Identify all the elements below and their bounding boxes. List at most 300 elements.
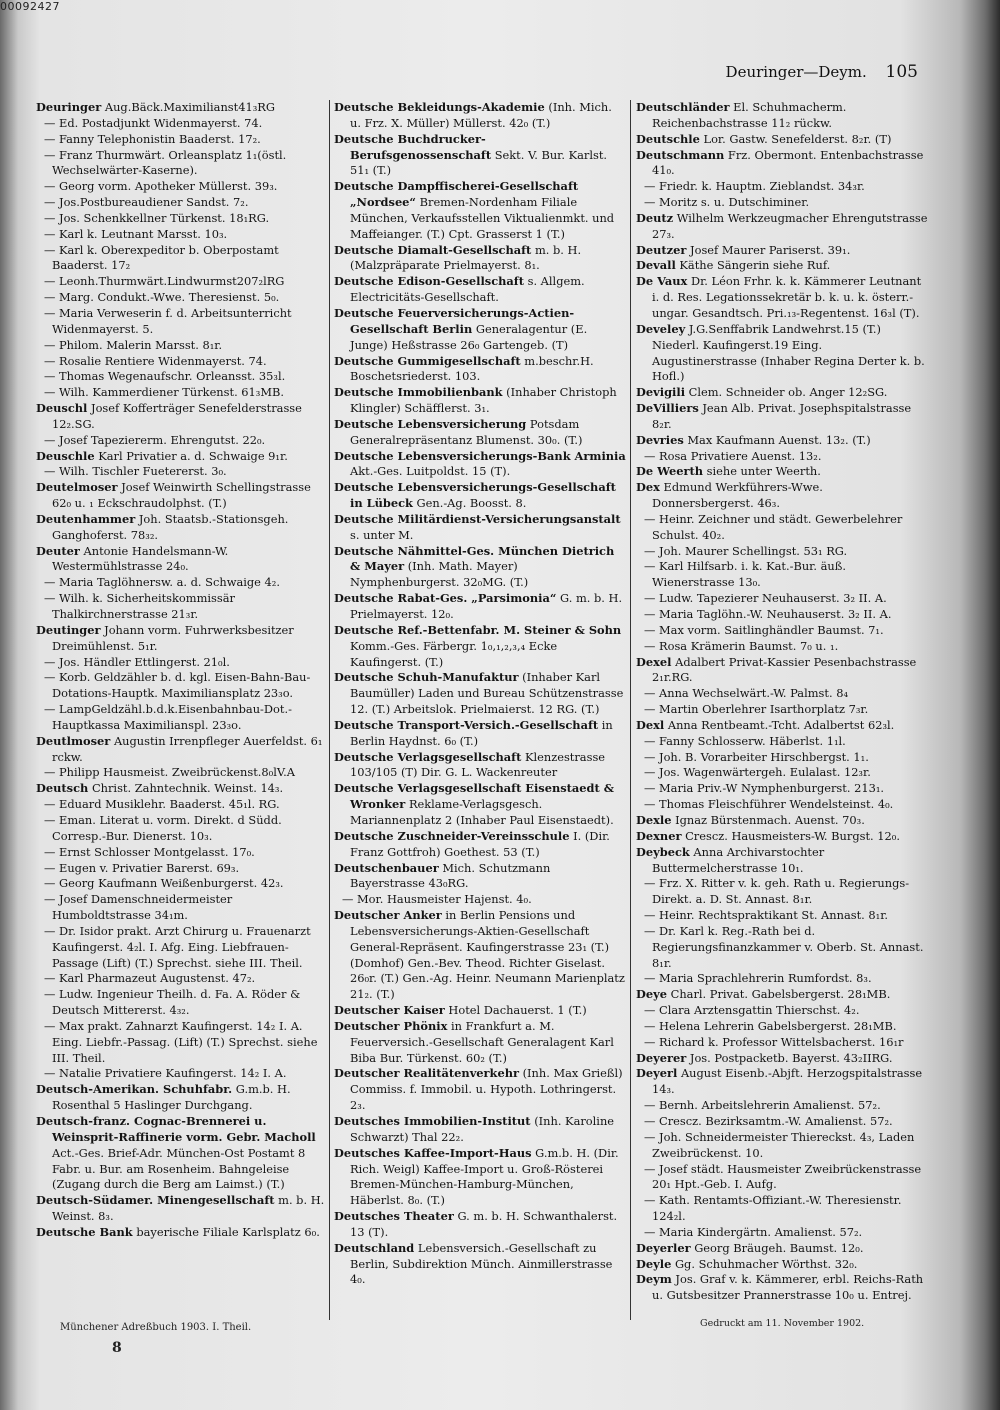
directory-entry: [36, 464, 326, 480]
entry-name: Deutinger: [36, 622, 101, 637]
entry-text: — Natalie Privatiere Kaufingerst. 14₂ I. A.: [44, 1066, 287, 1081]
entry-name: Deutsche Feuerversicherungs-Actien-Gesellschaft Berlin: [334, 305, 575, 336]
entry-name: Deutsche Bank: [36, 1224, 133, 1239]
entry-text: — Maria Taglöhn.-W. Neuhauserst. 3₂ II. A.: [644, 607, 892, 621]
directory-entry: [636, 1241, 928, 1257]
entry-text: Käthe Sängerin siehe Ruf.: [679, 258, 831, 273]
directory-entry: [334, 306, 626, 354]
entry-name: Deutsche Gummigesellschaft: [334, 353, 521, 368]
directory-entry: [636, 148, 928, 180]
entry-name: Devries: [636, 432, 684, 447]
directory-entry: [36, 1019, 326, 1067]
entry-text: (Inh. Mich. u. Frz. X. Müller) Müllerst. 42₀ (T.): [350, 100, 612, 130]
entry-name: Deutscher Kaiser: [334, 1003, 445, 1018]
entry-text: Josef Weinwirth Schellingstrasse 62₀ u. ₁ Eckschraudolphst. (T.): [52, 480, 311, 511]
directory-entry: [636, 591, 928, 607]
directory-entry: [36, 876, 326, 892]
entry-name: Deutschländer: [636, 100, 730, 114]
entry-text: (Inhaber Christoph Klingler) Schäfflerst. 3₁.: [350, 385, 617, 416]
directory-entry: [636, 464, 928, 480]
entry-name: Deyerl: [636, 1066, 678, 1081]
entry-text: I. (Dir. Franz Gottfroh) Goethest. 53 (T.): [350, 828, 610, 859]
directory-entry: [334, 417, 626, 449]
directory-entry: [334, 544, 626, 592]
entry-text: (Inh. Math. Mayer) Nymphenburgerst. 32₀MG. (T.): [350, 559, 529, 590]
footer-printed: Gedruckt am 11. November 1902.: [700, 1318, 865, 1329]
entry-text: Adalbert Privat-Kassier Pesenbachstrasse 2₁r.RG.: [652, 654, 917, 685]
entry-name: Deutsche Verlagsgesellschaft: [334, 749, 522, 764]
entry-text: Klenzestrasse 103/105 (T) Dir. G. L. Wackenreuter: [350, 749, 606, 780]
entry-text: Jean Alb. Privat. Josephspitalstrasse 8₂r.: [652, 401, 912, 431]
entry-name: Deutsche Ref.-Bettenfabr. M. Steiner & Sohn: [334, 622, 622, 637]
entry-text: in Berlin Haydnst. 6₀ (T.): [350, 717, 613, 748]
entry-name: Deybeck: [636, 844, 690, 859]
directory-entry: [36, 1066, 326, 1082]
directory-entry: [636, 750, 928, 766]
entry-name: Deuschle: [36, 448, 95, 463]
directory-entry: [636, 971, 928, 987]
entry-name: Deutsch: [36, 781, 89, 796]
entry-text: — Kath. Rentamts-Offiziant.-W. Theresienstr. 124₂l.: [644, 1193, 902, 1224]
entry-text: bayerische Filiale Karlsplatz 6₀.: [136, 1224, 320, 1239]
entry-text: in Frankfurt a. M. Feuerversich.-Gesellschaft Generalagent Karl Biba Bur. Türkenst. 60₂ (T.): [350, 1018, 614, 1065]
entry-text: — Jos. Schenkkellner Türkenst. 18₁RG.: [44, 210, 270, 225]
entry-text: — Karl Hilfsarb. i. k. Kat.-Bur. äuß. Wienerstrasse 13₀.: [644, 559, 846, 590]
entry-name: Deyle: [636, 1256, 672, 1271]
entry-text: Aug.Bäck.Maximilianst41₃RG: [104, 100, 275, 114]
directory-entry: [36, 116, 326, 132]
entry-text: — Max vorm. Saitlinghändler Baumst. 7₁.: [644, 622, 884, 637]
entry-text: Karl Privatier a. d. Schwaige 9₁r.: [98, 448, 288, 463]
directory-entry: [636, 544, 928, 560]
directory-entry: [36, 306, 326, 338]
directory-entry: [36, 623, 326, 655]
directory-entry: [334, 1146, 626, 1209]
directory-entry: [334, 750, 626, 782]
entry-text: — Fanny Schlosserw. Häberlst. 1₁l.: [644, 733, 846, 748]
entry-text: Georg Bräugeh. Baumst. 12₀.: [694, 1240, 864, 1255]
entry-name: Deutsche Schuh-Manufaktur: [334, 670, 519, 685]
directory-entry: [636, 829, 928, 845]
entry-text: — Rosa Krämerin Baumst. 7₀ u. ₁.: [644, 638, 839, 653]
directory-entry: [334, 781, 626, 829]
entry-text: — Helena Lehrerin Gabelsbergerst. 28₁MB.: [644, 1018, 897, 1033]
directory-entry: [636, 876, 928, 908]
entry-name: Dexl: [636, 717, 665, 732]
entry-name: Deutsche Edison-Gesellschaft: [334, 274, 524, 289]
entry-text: Joh. Staatsb.-Stationsgeh. Ganghoferst. 78₃₂.: [52, 511, 289, 542]
directory-entry: [334, 861, 626, 893]
entry-text: — Heinr. Rechtspraktikant St. Annast. 8₁r.: [644, 908, 889, 923]
entry-name: Deutsches Immobilien-Institut: [334, 1114, 531, 1128]
entry-name: Deutsche Bekleidungs-Akademie: [334, 100, 545, 114]
entry-name: Deutsche Lebensversicherungs-Bank Arminia: [334, 448, 626, 463]
entry-text: s. unter M.: [350, 527, 414, 542]
directory-entry: [36, 1082, 326, 1114]
entry-text: (Inh. Karoline Schwarzt) Thal 22₂.: [350, 1114, 615, 1144]
entry-text: Hotel Dachauerst. 1 (T.): [448, 1003, 587, 1018]
directory-entry: [36, 544, 326, 576]
directory-entry: [36, 765, 326, 781]
entry-text: — Friedr. k. Hauptm. Zieblandst. 34₃r.: [644, 179, 865, 194]
directory-entry: [36, 892, 326, 924]
directory-entry: [36, 924, 326, 972]
entry-text: Anna Archivarstochter Buttermelcherstrasse 10₁.: [652, 844, 825, 875]
header-range: Deuringer—Deym.: [725, 63, 867, 81]
entry-text: Jos. Postpacketb. Bayerst. 43₂IIRG.: [689, 1050, 893, 1065]
entry-name: De Vaux: [636, 274, 688, 289]
entry-name: Dexel: [636, 654, 672, 669]
directory-entry: [36, 813, 326, 845]
entry-text: — Rosa Privatiere Auenst. 13₂.: [644, 448, 822, 463]
directory-entry: [636, 1066, 928, 1098]
directory-entry: [36, 148, 326, 180]
entry-text: — Wilh. Tischler Fuetererst. 3₀.: [44, 464, 227, 479]
directory-entry: [36, 702, 326, 734]
entry-name: Deutsche Immobilienbank: [334, 385, 503, 400]
directory-entry: [334, 591, 626, 623]
directory-entry: [636, 924, 928, 972]
entry-text: Mich. Schutzmann Bayerstrasse 43₀RG.: [350, 860, 551, 891]
directory-entry: [36, 987, 326, 1019]
entry-text: — Ernst Schlosser Montgelasst. 17₀.: [44, 844, 255, 859]
directory-entry: [36, 861, 326, 877]
entry-name: Deutsch-franz. Cognac-Brennerei u. Weinsprit-Raffinerie vorm. Gebr. Macholl: [36, 1114, 316, 1144]
entry-name: Dex: [636, 480, 660, 495]
directory-entry: [636, 132, 928, 148]
entry-name: Deutschland: [334, 1240, 415, 1255]
entry-name: Deutsche Buchdrucker-Berufsgenossenschaft: [334, 131, 492, 162]
entry-name: Deutsche Verlagsgesellschaft Eisenstaedt & Wronker: [334, 781, 615, 812]
entry-text: Johann vorm. Fuhrwerksbesitzer Dreimühlenst. 5₁r.: [52, 622, 294, 653]
directory-entry: [36, 1225, 326, 1241]
entry-text: — Martin Oberlehrer Isarthorplatz 7₃r.: [644, 702, 869, 717]
directory-entry: [36, 274, 326, 290]
entry-text: Akt.-Ges. Luitpoldst. 15 (T).: [350, 464, 511, 479]
entry-name: Deutschle: [636, 131, 700, 146]
entry-text: — Karl Pharmazeut Augustenst. 47₂.: [44, 971, 256, 986]
entry-text: — Joh. Maurer Schellingst. 53₁ RG.: [644, 543, 848, 558]
directory-entry: [636, 243, 928, 259]
directory-entry: [36, 211, 326, 227]
directory-entry: [636, 1003, 928, 1019]
entry-text: Generalagentur (E. Junge) Heßstrasse 26₀ Gartengeb. (T): [350, 321, 588, 352]
entry-name: Deuschl: [36, 401, 88, 416]
entry-text: m. b. H. Weinst. 8₃.: [52, 1193, 325, 1224]
entry-text: Christ. Zahntechnik. Weinst. 14₃.: [91, 781, 284, 796]
entry-text: — Anna Wechselwärt.-W. Palmst. 8₄: [644, 686, 849, 701]
entry-text: — Eman. Literat u. vorm. Direkt. d Südd. Corresp.-Bur. Dienerst. 10₃.: [44, 812, 282, 843]
directory-entry: [334, 1114, 626, 1146]
entry-name: Deyerer: [636, 1050, 687, 1065]
entry-text: — Maria Taglöhnersw. a. d. Schwaige 4₂.: [44, 575, 280, 590]
entry-text: Gen.-Ag. Boosst. 8.: [416, 496, 527, 511]
directory-entry: [636, 1114, 928, 1130]
directory-entry: [36, 449, 326, 465]
directory-entry: [334, 718, 626, 750]
entry-text: Reklame-Verlagsgesch. Mariannenplatz 2 (Inhaber Paul Eisenstaedt).: [350, 797, 614, 827]
directory-entry: [334, 385, 626, 417]
entry-text: — Georg Kaufmann Weißenburgerst. 42₃.: [44, 876, 284, 891]
entry-text: in Berlin Pensions und Lebensversicherungs-Aktien-Gesellschaft General-Repräsent. Kaufingerstrasse 23₁ (T.) (Domhof) Gen.-Bev. Theod. Richter Giselast. 26₀r. (T.) Gen.-Ag. Heinr. Neumann Marienplatz 21₂. (T.): [350, 908, 625, 1002]
directory-entry: [636, 1035, 928, 1051]
directory-entry: [334, 623, 626, 671]
directory-entry: [636, 987, 928, 1003]
entry-text: m. b. H. (Malzpräparate Prielmayerst. 8₁.: [350, 242, 582, 273]
directory-entry: [36, 781, 326, 797]
entry-text: m.beschr.H. Boschetsriederst. 103.: [350, 353, 594, 384]
entry-text: Josef Kofferträger Senefelderstrasse 12₂.SG.: [52, 401, 302, 431]
directory-entry: [636, 718, 928, 734]
entry-text: — Ed. Postadjunkt Widenmayerst. 74.: [44, 115, 263, 130]
entry-text: siehe unter Weerth.: [706, 464, 821, 479]
entry-text: — Franz Thurmwärt. Orleansplatz 1₁(östl. Wechselwärter-Kaserne).: [44, 147, 287, 178]
entry-name: Deutsches Kaffee-Import-Haus: [334, 1145, 532, 1160]
entry-name: Deuter: [36, 543, 80, 558]
directory-entry: [636, 1272, 928, 1304]
entry-name: Deutz: [636, 210, 674, 225]
entry-text: G.m.b. H. (Dir. Rich. Weigl) Kaffee-Import u. Groß-Rösterei Bremen-München-Hamburg-München, Häberlst. 8₀. (T.): [350, 1145, 619, 1208]
directory-entry: [636, 702, 928, 718]
directory-entry: [36, 655, 326, 671]
directory-entry: [36, 195, 326, 211]
entry-text: Lebensversich.-Gesellschaft zu Berlin, Subdirektion Münch. Ainmillerstrasse 4₀.: [350, 1240, 613, 1287]
directory-entry: [36, 971, 326, 987]
directory-entry: [334, 274, 626, 306]
directory-entry: [636, 734, 928, 750]
directory-entry: [36, 797, 326, 813]
directory-entry: [36, 591, 326, 623]
entry-text: Jos. Graf v. k. Kämmerer, erbl. Reichs-Rath u. Gutsbesitzer Prannerstrasse 10₀ u. Entrej.: [652, 1272, 924, 1303]
entry-name: Devigili: [636, 385, 686, 400]
entry-text: Max Kaufmann Auenst. 13₂. (T.): [687, 432, 871, 447]
directory-entry: [636, 433, 928, 449]
entry-text: Lor. Gastw. Senefelderst. 8₂r. (T): [703, 131, 892, 146]
entry-text: G. m. b. H. Prielmayerst. 12₀.: [350, 591, 623, 621]
entry-name: Deutsche Transport-Versich.-Gesellschaft: [334, 717, 599, 732]
directory-entry: [334, 1019, 626, 1067]
directory-entry: [636, 512, 928, 544]
directory-entry: [636, 655, 928, 687]
column-3: [636, 100, 928, 1304]
directory-entry: [636, 100, 928, 132]
directory-entry: [334, 243, 626, 275]
column-rule: [630, 100, 631, 1320]
entry-text: — Clara Arztensgattin Thierschst. 4₂.: [644, 1003, 860, 1018]
entry-name: Deutschenbauer: [334, 860, 439, 875]
directory-entry: [636, 1051, 928, 1067]
directory-entry: [334, 179, 626, 242]
column-2: [334, 100, 626, 1288]
entry-name: Deutsche Lebensversicherung: [334, 416, 527, 431]
entry-name: Devall: [636, 258, 676, 273]
entry-text: — Joh. B. Vorarbeiter Hirschbergst. 1₁.: [644, 749, 869, 764]
directory-entry: [334, 132, 626, 180]
directory-entry: [636, 401, 928, 433]
directory-entry: [636, 1225, 928, 1241]
directory-entry: [36, 100, 326, 116]
entry-name: Develey: [636, 321, 686, 336]
entry-text: Clem. Schneider ob. Anger 12₂SG.: [688, 385, 888, 400]
page-number: 105: [885, 62, 918, 82]
entry-text: Augustin Irrenpfleger Auerfeldst. 6₁ rckw.: [52, 733, 323, 764]
directory-entry: [636, 781, 928, 797]
entry-text: (Inh. Max Grießl) Commiss. f. Immobil. u. Hypoth. Lothringerst. 2₃.: [350, 1066, 623, 1113]
directory-entry: [36, 132, 326, 148]
entry-name: Deutlmoser: [36, 733, 111, 748]
entry-text: — Richard k. Professor Wittelsbacherst. 16₁r: [644, 1034, 904, 1049]
entry-name: Deutscher Realitätenverkehr: [334, 1066, 519, 1081]
directory-entry: [36, 369, 326, 385]
directory-entry: [636, 322, 928, 385]
directory-entry: [334, 354, 626, 386]
entry-name: Deutsches Theater: [334, 1209, 454, 1224]
directory-entry: [636, 1193, 928, 1225]
entry-text: — Bernh. Arbeitslehrerin Amalienst. 57₂.: [644, 1098, 881, 1113]
entry-text: — LampGeldzähl.b.d.k.Eisenbahnbau-Dot.-Hauptkassa Maximilianspl. 23₃o.: [44, 702, 292, 732]
entry-text: Josef Maurer Pariserst. 39₁.: [690, 242, 851, 257]
entry-text: — Maria Priv.-W Nymphenburgerst. 213₁.: [644, 781, 885, 796]
entry-text: — Maria Kindergärtn. Amalienst. 57₂.: [644, 1224, 863, 1239]
directory-entry: [636, 639, 928, 655]
directory-entry: [636, 765, 928, 781]
directory-entry: [334, 1003, 626, 1019]
directory-entry: [36, 575, 326, 591]
directory-entry: [334, 480, 626, 512]
entry-name: Deye: [636, 987, 667, 1002]
column-1: [36, 100, 326, 1241]
entry-text: Anna Rentbeamt.-Tcht. Adalbertst 62₃l.: [667, 717, 895, 732]
directory-entry: [36, 401, 326, 433]
entry-name: Deutsch-Amerikan. Schuhfabr.: [36, 1082, 233, 1097]
entry-text: — Frz. X. Ritter v. k. geh. Rath u. Regierungs-Direkt. a. D. St. Annast. 8₁r.: [644, 876, 910, 907]
entry-text: — Josef Damenschneidermeister Humboldtstrasse 34₁m.: [44, 892, 233, 923]
entry-name: Deutsche Dampffischerei-Gesellschaft „Nordsee“: [334, 179, 579, 210]
entry-text: — Philipp Hausmeist. Zweibrückenst.8₀lV.A: [44, 765, 295, 780]
directory-entry: [334, 449, 626, 481]
entry-name: Deym: [636, 1272, 672, 1287]
entry-text: Ignaz Bürstenmach. Auenst. 70₃.: [675, 812, 865, 827]
directory-entry: [36, 433, 326, 449]
entry-name: Deutenhammer: [36, 511, 136, 526]
directory-entry: [334, 892, 626, 908]
entry-name: Deutzer: [636, 242, 687, 257]
entry-name: Deutsche Nähmittel-Ges. München Dietrich & Mayer: [334, 543, 615, 574]
directory-entry: [636, 813, 928, 829]
entry-text: Antonie Handelsmann-W. Westermühlstrasse 24₀.: [52, 543, 229, 574]
entry-text: (Inhaber Karl Baumüller) Laden und Bureau Schützenstrasse 12. (T.) Arbeitslok. Prielmaierst. 12 RG. (T.): [350, 670, 624, 717]
directory-entry: [636, 559, 928, 591]
entry-text: — Mor. Hausmeister Hajenst. 4₀.: [342, 892, 532, 907]
entry-text: — Eduard Musiklehr. Baaderst. 45₁l. RG.: [44, 797, 280, 812]
entry-name: Deuringer: [36, 100, 102, 114]
directory-entry: [36, 179, 326, 195]
entry-text: — Leonh.Thurmwärt.Lindwurmst207₂lRG: [44, 274, 285, 289]
entry-text: August Eisenb.-Abjft. Herzogspitalstrasse 14₃.: [652, 1066, 923, 1097]
entry-text: — Josef städt. Hausmeister Zweibrückenstrasse 20₁ Hpt.-Geb. I. Aufg.: [644, 1161, 922, 1192]
directory-entry: [36, 734, 326, 766]
entry-text: — Wilh. k. Sicherheitskommissär Thalkirchnerstrasse 21₃r.: [44, 591, 235, 621]
entry-text: Wilhelm Werkzeugmacher Ehrengutstrasse 27₃.: [652, 210, 928, 241]
entry-name: Deutsche Rabat-Ges. „Parsimonia“: [334, 591, 557, 606]
entry-text: — Maria Sprachlehrerin Rumfordst. 8₃.: [644, 971, 872, 986]
entry-text: Gg. Schuhmacher Wörthst. 32₀.: [674, 1256, 858, 1271]
directory-entry: [636, 797, 928, 813]
entry-name: Deutscher Anker: [334, 908, 442, 923]
entry-name: Deutscher Phönix: [334, 1018, 448, 1033]
directory-entry: [334, 1241, 626, 1289]
entry-text: s. Allgem. Electricitäts-Gesellschaft.: [350, 274, 585, 305]
directory-entry: [334, 1066, 626, 1114]
entry-text: — Jos. Händler Ettlingerst. 21₀l.: [44, 654, 230, 669]
directory-entry: [636, 908, 928, 924]
entry-name: Deutsch-Südamer. Minengesellschaft: [36, 1193, 275, 1208]
directory-entry: [36, 1114, 326, 1193]
entry-text: — Thomas Wegenaufschr. Orleansst. 35₃l.: [44, 369, 286, 384]
directory-entry: [636, 1098, 928, 1114]
directory-entry: [636, 449, 928, 465]
entry-text: — Jos.Postbureaudiener Sandst. 7₂.: [44, 195, 249, 210]
entry-name: Deutsche Militärdienst-Versicherungsanstalt: [334, 511, 621, 526]
signature-mark: 8: [112, 1340, 122, 1356]
entry-text: — Crescz. Bezirksamtm.-W. Amalienst. 57₂.: [644, 1114, 893, 1128]
entry-text: — Korb. Geldzähler b. d. kgl. Eisen-Bahn-Bau-Dotations-Hauptk. Maximiliansplatz 23₃o.: [44, 670, 311, 701]
entry-name: Deutelmoser: [36, 480, 118, 495]
entry-name: Deutschmann: [636, 147, 725, 162]
directory-entry: [636, 1130, 928, 1162]
directory-entry: [636, 623, 928, 639]
scan-id: 00092427: [0, 0, 60, 13]
directory-entry: [334, 512, 626, 544]
directory-entry: [636, 480, 928, 512]
directory-entry: [334, 100, 626, 132]
directory-entry: [36, 290, 326, 306]
directory-entry: [36, 480, 326, 512]
entry-text: — Eugen v. Privatier Barerst. 69₃.: [44, 860, 240, 875]
directory-entry: [636, 1019, 928, 1035]
entry-text: Edmund Werkführers-Wwe. Donnersbergerst. 46₃.: [652, 480, 823, 511]
entry-text: Potsdam Generalrepräsentanz Blumenst. 30₀. (T.): [350, 416, 583, 447]
directory-entry: [36, 354, 326, 370]
directory-entry: [36, 243, 326, 275]
directory-entry: [636, 686, 928, 702]
entry-text: G.m.b. H. Rosenthal 5 Haslinger Durchgang.: [52, 1082, 291, 1113]
entry-text: — Dr. Isidor prakt. Arzt Chirurg u. Frauenarzt Kaufingerst. 4₂l. I. Afg. Eing. Liebfrauen-Passage (Lift) (T.) Sprechst. siehe III. Theil.: [44, 923, 311, 970]
directory-entry: [334, 1209, 626, 1241]
entry-name: De Weerth: [636, 464, 703, 479]
entry-text: — Thomas Fleischführer Wendelsteinst. 4₀.: [644, 797, 894, 812]
entry-text: — Ludw. Tapezierer Neuhauserst. 3₂ II. A.: [644, 591, 887, 606]
directory-entry: [334, 908, 626, 1003]
entry-name: Dexner: [636, 828, 682, 843]
directory-entry: [636, 1162, 928, 1194]
entry-text: — Karl k. Oberexpeditor b. Oberpostamt Baaderst. 17₂: [44, 242, 279, 273]
directory-entry: [36, 845, 326, 861]
directory-entry: [36, 670, 326, 702]
directory-entry: [636, 607, 928, 623]
directory-entry: [36, 227, 326, 243]
entry-text: — Marg. Condukt.-Wwe. Theresienst. 5₀.: [44, 290, 280, 305]
entry-text: — Joh. Schneidermeister Thiereckst. 4₃, Laden Zweibrückenst. 10.: [644, 1129, 915, 1160]
entry-text: — Josef Tapeziererm. Ehrengutst. 22₀.: [44, 432, 266, 447]
directory-entry: [636, 274, 928, 322]
entry-name: Deutsche Lebensversicherungs-Gesellschaft in Lübeck: [334, 480, 616, 511]
entry-name: DeVilliers: [636, 401, 699, 416]
entry-text: G. m. b. H. Schwanthalerst. 13 (T).: [350, 1209, 618, 1239]
directory-entry: [636, 1257, 928, 1273]
directory-entry: [636, 385, 928, 401]
entry-text: — Max prakt. Zahnarzt Kaufingerst. 14₂ I. A. Eing. Liebfr.-Passag. (Lift) (T.) Sprechst. siehe III. Theil.: [44, 1018, 318, 1065]
